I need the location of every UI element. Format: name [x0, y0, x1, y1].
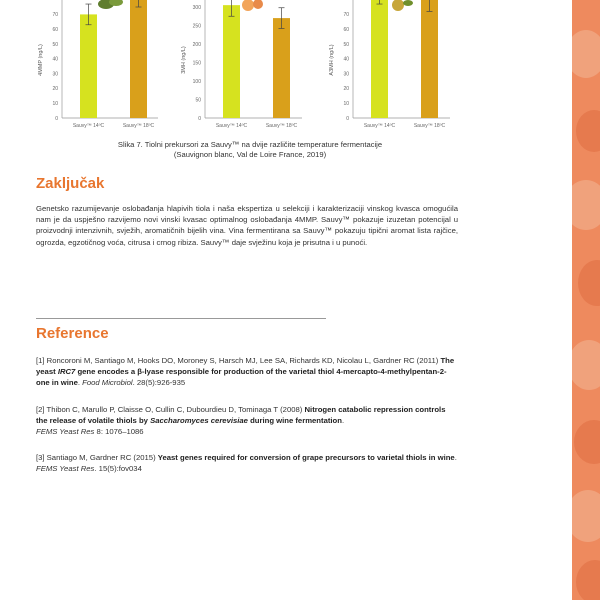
- ref-title: The yeast IRC7 gene encodes a β-lyase responsible for production of the varietal thiol 4-mercapto-4-methylpentan-2-one in wine: [36, 356, 455, 388]
- fruit-icon: [253, 0, 263, 9]
- tick-label: 200: [192, 41, 201, 48]
- tick-label: 60: [52, 27, 58, 33]
- bar: [130, 0, 147, 118]
- y-axis-label: A3MH (ng/L): [329, 44, 335, 76]
- tick-label: 70: [52, 12, 58, 19]
- tick-label: 40: [343, 56, 349, 63]
- tick-label: 30: [52, 71, 58, 78]
- category-label: Sauvy™ 14ºC: [363, 123, 396, 129]
- y-axis-label: 3MH (ng/L): [181, 46, 187, 74]
- reference-item-2: [2] Thibon C, Marullo P, Claisse O, Cullin C, Dubourdieu D, Tominaga T (2008) Nitrogen catabolic repression controls the release of volatile thiols by Saccharomyces cerevisiae during wine fermentation. FEMS Yeast Res 8: 1076–1086: [36, 405, 446, 437]
- caption-line-2: (Sauvignon blanc, Val de Loire France, 2019): [173, 150, 327, 159]
- tick-label: 50: [195, 97, 201, 104]
- grape-background-strip: [572, 0, 600, 600]
- category-label: Sauvy™ 18ºC: [413, 123, 446, 129]
- tick-label: 150: [192, 60, 201, 67]
- bar: [421, 0, 438, 118]
- category-label: Sauvy™ 18ºC: [265, 123, 298, 129]
- ref-details: . 15(5):fov034: [94, 464, 142, 474]
- category-label: Sauvy™ 18ºC: [122, 123, 155, 129]
- tick-label: 300: [192, 4, 201, 11]
- category-label: Sauvy™ 14ºC: [215, 123, 248, 129]
- y-axis-label: 4MMP (ng/L): [38, 44, 44, 76]
- section-divider: [36, 318, 326, 319]
- ref-details: . 28(5):926-935: [132, 378, 186, 388]
- tick-label: 100: [192, 78, 201, 85]
- tick-label: 30: [343, 71, 349, 78]
- bar: [273, 18, 290, 118]
- figure-caption: [60, 140, 440, 160]
- tick-label: 40: [52, 56, 58, 63]
- chart-area: [0, 0, 572, 140]
- reference-item-3: [3] Santiago M, Gardner RC (2015) Yeast genes required for conversion of grape precursors to varietal thiols in wine. FEMS Yeast Res. 15(5):fov034: [36, 453, 457, 474]
- tick-label: 10: [343, 101, 349, 107]
- ref-authors: [2] Thibon C, Marullo P, Claisse O, Cullin C, Dubourdieu D, Tominaga T (2008): [36, 405, 303, 414]
- tick-label: 20: [52, 86, 58, 93]
- tick-label: 0: [55, 115, 58, 122]
- tick-label: 20: [343, 86, 349, 93]
- fruit-icon: [242, 0, 254, 11]
- tick-label: 0: [346, 115, 349, 122]
- tick-label: 0: [198, 115, 201, 122]
- ref-journal: FEMS Yeast Res: [36, 464, 95, 474]
- passionfruit-icon: [392, 0, 404, 11]
- leaf-icon: [403, 0, 413, 6]
- tick-label: 50: [52, 41, 58, 48]
- ref-authors: [1] Roncoroni M, Santiago M, Hooks DO, Moroney S, Harsch MJ, Lee SA, Richards KD, Nicolau L, Gardner RC (2011): [36, 356, 439, 365]
- tick-label: 50: [343, 41, 349, 48]
- caption-line-1: Slika 7. Tiolni prekursori za Sauvy™ na dvije različite temperature fermentacije: [117, 140, 383, 149]
- conclusion-heading: Zaključak: [36, 175, 105, 192]
- bar: [371, 0, 388, 118]
- ref-authors: [3] Santiago M, Gardner RC (2015): [36, 453, 156, 462]
- tick-label: 70: [343, 12, 349, 19]
- reference-item-1: [1] Roncoroni M, Santiago M, Hooks DO, Moroney S, Harsch MJ, Lee SA, Richards KD, Nicolau L, Gardner RC (2011) The yeast IRC7 gene encodes a β-lyase responsible for production of the varietal thiol 4-mercapto-4-methylpentan-2-one in wine. Food Microbiol. 28(5):926-935: [36, 356, 455, 388]
- category-label: Sauvy™ 14ºC: [72, 123, 105, 129]
- tick-label: 60: [343, 27, 349, 33]
- bar: [223, 5, 240, 118]
- tick-label: 10: [52, 101, 58, 107]
- references-heading: Reference: [36, 325, 109, 342]
- ref-title: Yeast genes required for conversion of grape precursors to varietal thiols in wine: [157, 453, 455, 462]
- tick-label: 250: [192, 23, 201, 30]
- ref-journal: FEMS Yeast Res: [36, 427, 95, 437]
- ref-journal: Food Microbiol: [82, 378, 133, 388]
- conclusion-text: Genetsko razumijevanje oslobađanja hlapivih tiola i naša ekspertiza u selekciji i karakterizaciji vinskog kvasca omogućila nam je da uspješno razvijemo novi vinski kvasac optimalnog oslobađanja 4MMP. Sauvy™ pokazuje izuzetan potencijal u proizvodnji intenzivnih, svježih, aromatičnih bijelih vina. Vina fermentirana sa Sauvy™ pokazuju tipični aromat lista rajčice, ogrozda, egzotičnog voća, citrusa i crnog ribiza. Sauvy™ daje svježinu koja je prisutna i u punoći.: [36, 204, 458, 247]
- bar: [80, 14, 97, 118]
- ref-title: Nitrogen catabolic repression controls the release of volatile thiols by Saccharomyces cerevisiae during wine fermentation: [36, 405, 446, 426]
- ref-details: 8: 1076–1086: [94, 427, 144, 437]
